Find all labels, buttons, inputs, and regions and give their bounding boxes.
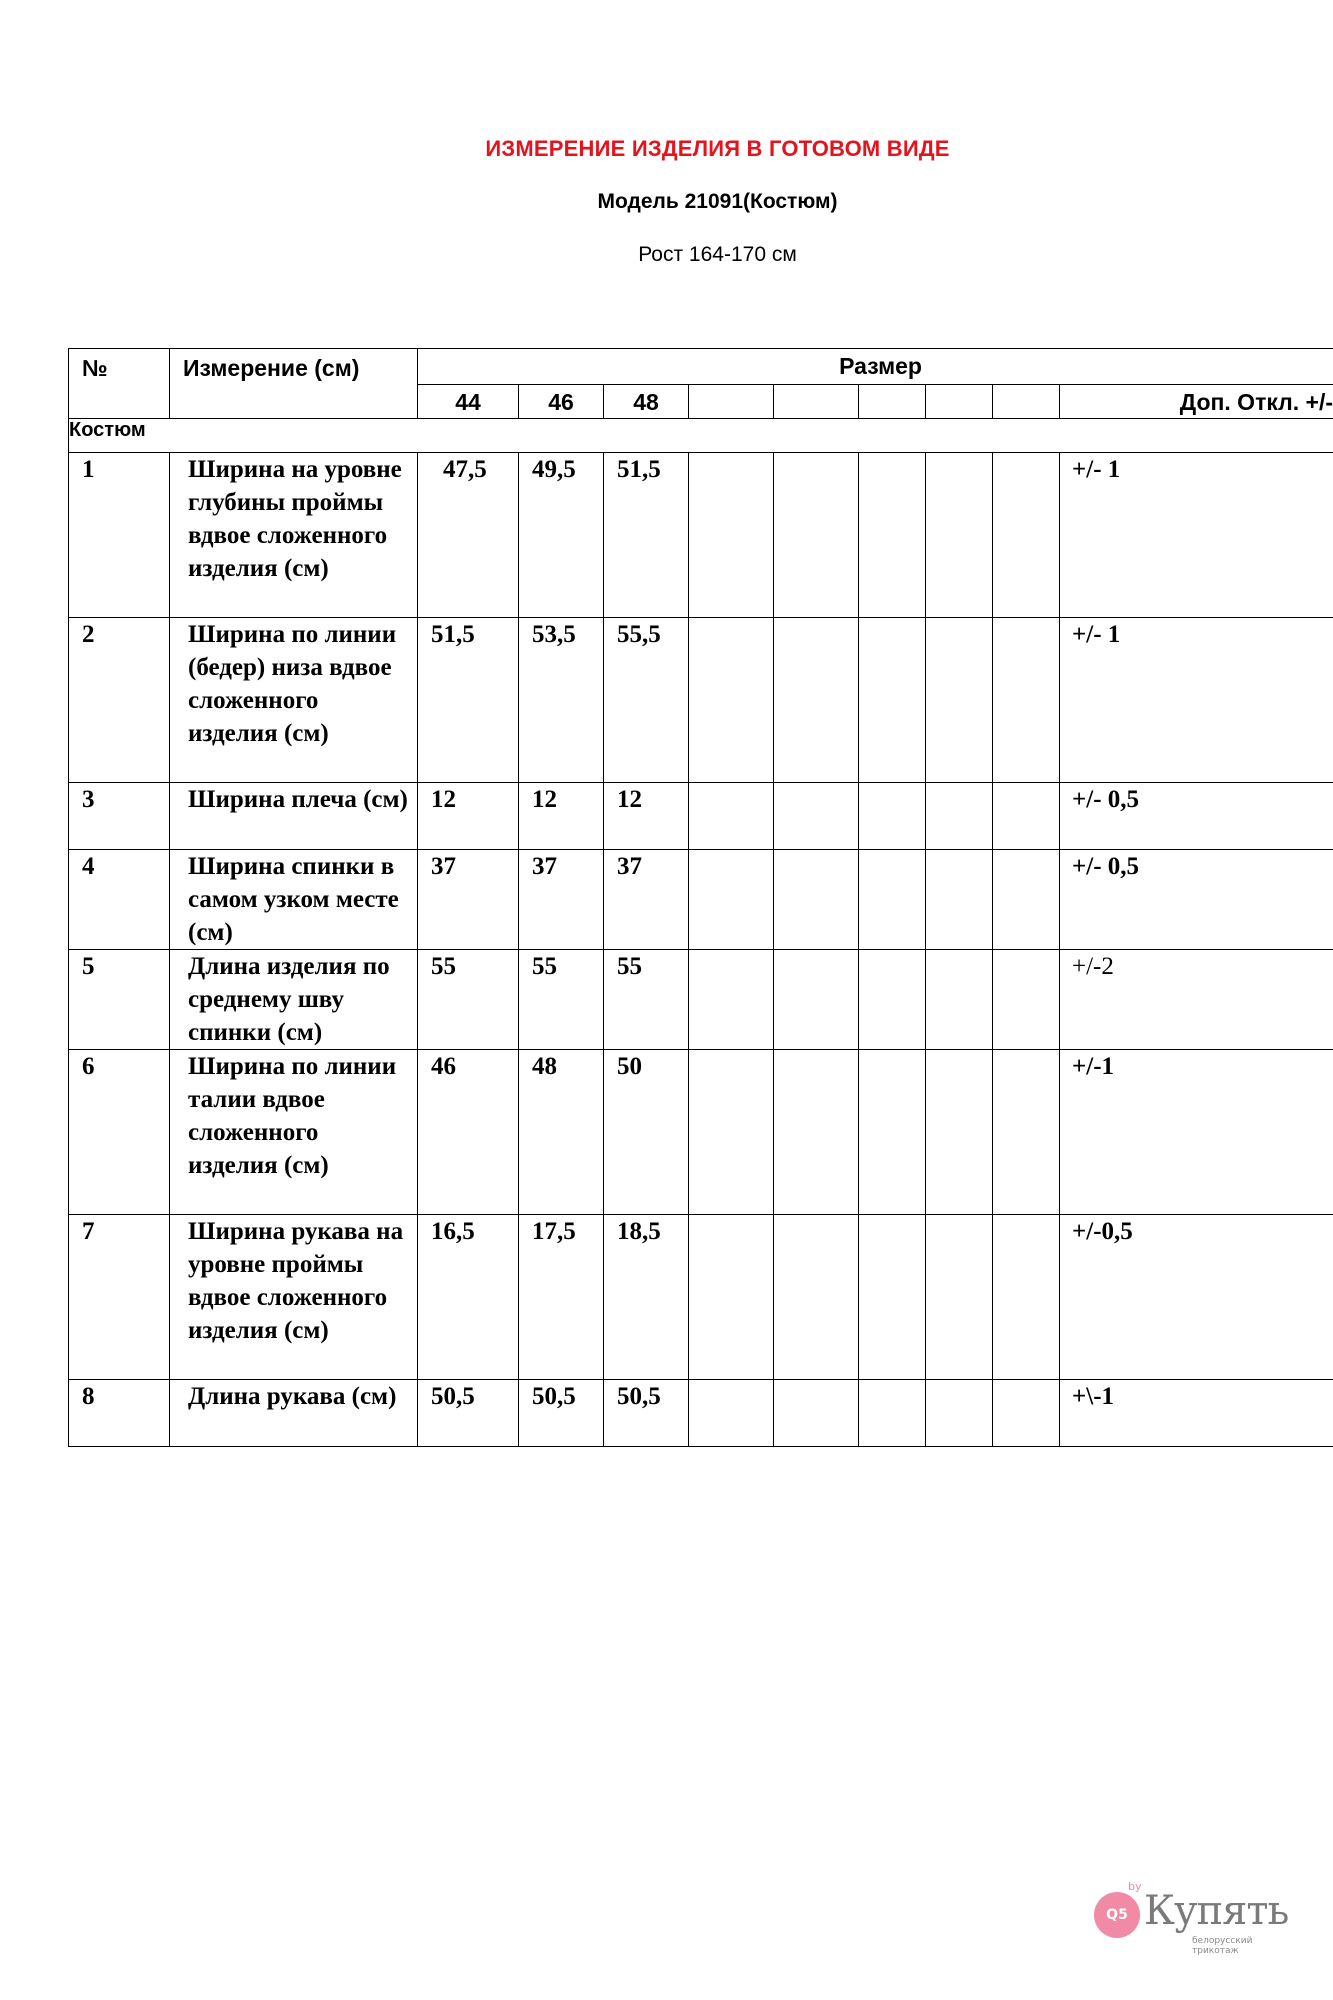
header-size-empty bbox=[859, 385, 926, 419]
logo-badge-icon: Q5 bbox=[1094, 1892, 1140, 1938]
row-value-48: 37 bbox=[604, 850, 689, 950]
table-row bbox=[69, 1050, 1333, 1215]
row-empty bbox=[689, 783, 774, 850]
header-size: Размер bbox=[418, 349, 1333, 385]
row-value-48: 55 bbox=[604, 950, 689, 1050]
row-empty bbox=[774, 618, 859, 783]
row-empty bbox=[926, 783, 993, 850]
header-number: № bbox=[69, 349, 170, 419]
row-empty bbox=[774, 850, 859, 950]
row-tolerance: +/- 0,5 bbox=[1060, 783, 1333, 850]
row-empty bbox=[993, 1215, 1060, 1380]
row-number: 8 bbox=[69, 1380, 170, 1447]
row-number: 5 bbox=[69, 950, 170, 1050]
row-empty bbox=[993, 1050, 1060, 1215]
row-tolerance: +\-1 bbox=[1060, 1380, 1333, 1447]
row-value-44: 50,5 bbox=[418, 1380, 519, 1447]
table-row bbox=[69, 1380, 1333, 1447]
row-value-48: 50 bbox=[604, 1050, 689, 1215]
row-empty bbox=[859, 1380, 926, 1447]
row-measurement: Длина рукава (см) bbox=[170, 1380, 418, 1447]
row-measurement: Ширина по линии талии вдвое сложенного изделия (см) bbox=[170, 1050, 418, 1215]
row-value-46: 48 bbox=[519, 1050, 604, 1215]
row-tolerance: +/- 1 bbox=[1060, 618, 1333, 783]
row-empty bbox=[774, 1215, 859, 1380]
row-empty bbox=[774, 1050, 859, 1215]
row-empty bbox=[993, 783, 1060, 850]
header-size-44: 44 bbox=[418, 385, 519, 419]
row-measurement: Ширина по линии (бедер) низа вдвое сложенного изделия (см) bbox=[170, 618, 418, 783]
row-empty bbox=[689, 618, 774, 783]
row-measurement: Длина изделия по среднему шву спинки (см) bbox=[170, 950, 418, 1050]
document-title: ИЗМЕРЕНИЕ ИЗДЕЛИЯ В ГОТОВОМ ВИДЕ bbox=[485, 136, 950, 161]
row-value-44: 46 bbox=[418, 1050, 519, 1215]
row-tolerance: +/-2 bbox=[1060, 950, 1333, 1050]
section-row bbox=[69, 419, 1333, 453]
row-empty bbox=[926, 1050, 993, 1215]
row-value-44: 37 bbox=[418, 850, 519, 950]
header-tolerance: Доп. Откл. +/- bbox=[1060, 385, 1333, 419]
row-value-44: 47,5 bbox=[418, 453, 519, 618]
row-value-44: 51,5 bbox=[418, 618, 519, 783]
header-size-empty bbox=[774, 385, 859, 419]
row-empty bbox=[926, 850, 993, 950]
row-empty bbox=[689, 1215, 774, 1380]
row-value-48: 50,5 bbox=[604, 1380, 689, 1447]
row-value-46: 17,5 bbox=[519, 1215, 604, 1380]
logo-name: Купять bbox=[1144, 1888, 1289, 1934]
table-row bbox=[69, 850, 1333, 950]
row-tolerance: +/- 1 bbox=[1060, 453, 1333, 618]
row-empty bbox=[859, 850, 926, 950]
row-value-44: 16,5 bbox=[418, 1215, 519, 1380]
row-measurement: Ширина на уровне глубины проймы вдвое сложенного изделия (см) bbox=[170, 453, 418, 618]
row-value-44: 12 bbox=[418, 783, 519, 850]
table-row bbox=[69, 1215, 1333, 1380]
row-empty bbox=[689, 950, 774, 1050]
row-value-48: 18,5 bbox=[604, 1215, 689, 1380]
row-measurement: Ширина плеча (см) bbox=[170, 783, 418, 850]
row-empty bbox=[926, 1380, 993, 1447]
row-tolerance: +/- 0,5 bbox=[1060, 850, 1333, 950]
header-size-empty bbox=[993, 385, 1060, 419]
row-number: 2 bbox=[69, 618, 170, 783]
row-empty bbox=[926, 618, 993, 783]
row-empty bbox=[859, 453, 926, 618]
row-empty bbox=[926, 950, 993, 1050]
row-number: 1 bbox=[69, 453, 170, 618]
row-value-46: 49,5 bbox=[519, 453, 604, 618]
header-measurement: Измерение (см) bbox=[170, 349, 418, 419]
table-row bbox=[69, 783, 1333, 850]
row-empty bbox=[774, 783, 859, 850]
row-empty bbox=[689, 1050, 774, 1215]
measurements-table bbox=[68, 348, 1333, 1447]
row-empty bbox=[993, 453, 1060, 618]
row-empty bbox=[993, 618, 1060, 783]
row-number: 3 bbox=[69, 783, 170, 850]
kupyat-logo bbox=[1094, 1880, 1294, 1960]
row-empty bbox=[689, 850, 774, 950]
logo-tagline: белорусский трикотаж bbox=[1192, 1936, 1253, 1956]
row-measurement: Ширина рукава на уровне проймы вдвое сложенного изделия (см) bbox=[170, 1215, 418, 1380]
row-number: 6 bbox=[69, 1050, 170, 1215]
table-row bbox=[69, 453, 1333, 618]
row-value-48: 12 bbox=[604, 783, 689, 850]
row-empty bbox=[774, 1380, 859, 1447]
header-size-46: 46 bbox=[519, 385, 604, 419]
row-empty bbox=[859, 1215, 926, 1380]
height-range: Рост 164-170 см bbox=[638, 243, 797, 266]
row-empty bbox=[993, 850, 1060, 950]
row-empty bbox=[689, 453, 774, 618]
row-empty bbox=[993, 950, 1060, 1050]
row-tolerance: +/-1 bbox=[1060, 1050, 1333, 1215]
row-empty bbox=[859, 1050, 926, 1215]
row-value-44: 55 bbox=[418, 950, 519, 1050]
row-value-48: 51,5 bbox=[604, 453, 689, 618]
row-empty bbox=[993, 1380, 1060, 1447]
row-empty bbox=[859, 783, 926, 850]
table-row bbox=[69, 618, 1333, 783]
header-size-48: 48 bbox=[604, 385, 689, 419]
row-value-46: 53,5 bbox=[519, 618, 604, 783]
row-value-48: 55,5 bbox=[604, 618, 689, 783]
header-size-empty bbox=[689, 385, 774, 419]
row-value-46: 37 bbox=[519, 850, 604, 950]
model-name: Модель 21091(Костюм) bbox=[597, 190, 838, 213]
row-value-46: 55 bbox=[519, 950, 604, 1050]
header-size-empty bbox=[926, 385, 993, 419]
row-empty bbox=[774, 453, 859, 618]
logo-by: by bbox=[1128, 1880, 1142, 1893]
row-empty bbox=[689, 1380, 774, 1447]
row-empty bbox=[774, 950, 859, 1050]
row-empty bbox=[926, 453, 993, 618]
table-row bbox=[69, 950, 1333, 1050]
row-measurement: Ширина спинки в самом узком месте (см) bbox=[170, 850, 418, 950]
row-value-46: 12 bbox=[519, 783, 604, 850]
header-row-1 bbox=[69, 349, 1333, 385]
row-empty bbox=[926, 1215, 993, 1380]
row-empty bbox=[859, 618, 926, 783]
section-label: Костюм bbox=[69, 419, 1333, 453]
row-value-46: 50,5 bbox=[519, 1380, 604, 1447]
row-number: 4 bbox=[69, 850, 170, 950]
row-empty bbox=[859, 950, 926, 1050]
row-number: 7 bbox=[69, 1215, 170, 1380]
row-tolerance: +/-0,5 bbox=[1060, 1215, 1333, 1380]
